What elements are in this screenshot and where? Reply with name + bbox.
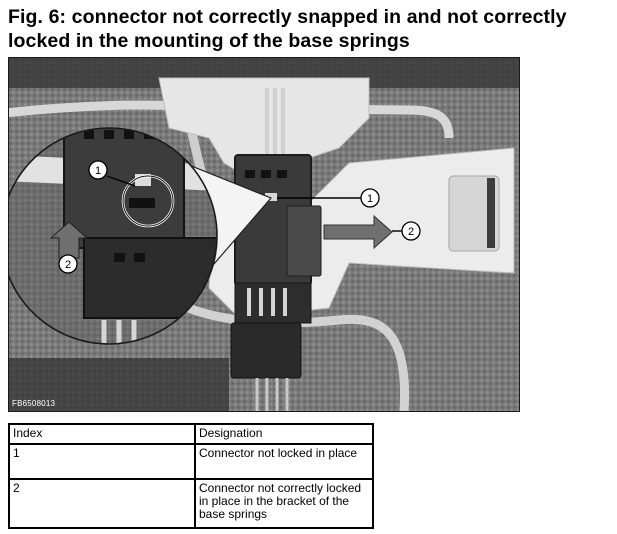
- callout-2-inset: [59, 255, 77, 273]
- header-index: Index: [9, 424, 195, 444]
- cell-index: 2: [9, 479, 195, 528]
- svg-text:2: 2: [407, 226, 415, 238]
- bracket-slot-gap: [487, 178, 495, 248]
- connector-latch: [287, 206, 321, 276]
- cell-designation: Connector not locked in place: [195, 444, 373, 479]
- table-header-row: [9, 424, 373, 444]
- connector-plug: [231, 323, 301, 378]
- callout-1-inset: [89, 161, 107, 179]
- svg-text:1: 1: [94, 165, 102, 177]
- table-row: [9, 444, 373, 479]
- connector-pin-slot: [261, 170, 271, 178]
- header-designation: Designation: [195, 424, 373, 444]
- connector-pin-slot: [277, 170, 287, 178]
- figure-title: Fig. 6: connector not correctly snapped in and not correctly locked in the mounting of the base springs: [8, 6, 567, 52]
- svg-text:1: 1: [366, 193, 374, 205]
- connector-photo: [8, 57, 520, 412]
- photo-illustration: [9, 58, 519, 411]
- callout-1-main: [361, 189, 379, 207]
- cell-designation: Connector not correctly locked in place in the bracket of the base springs: [195, 479, 373, 528]
- index-table: [8, 423, 374, 529]
- svg-text:2: 2: [64, 259, 72, 271]
- connector-pin-slot: [245, 170, 255, 178]
- table-row: [9, 479, 373, 528]
- cell-index: 1: [9, 444, 195, 479]
- callout-2-main: [402, 222, 420, 240]
- image-code: FB6508013: [12, 399, 56, 408]
